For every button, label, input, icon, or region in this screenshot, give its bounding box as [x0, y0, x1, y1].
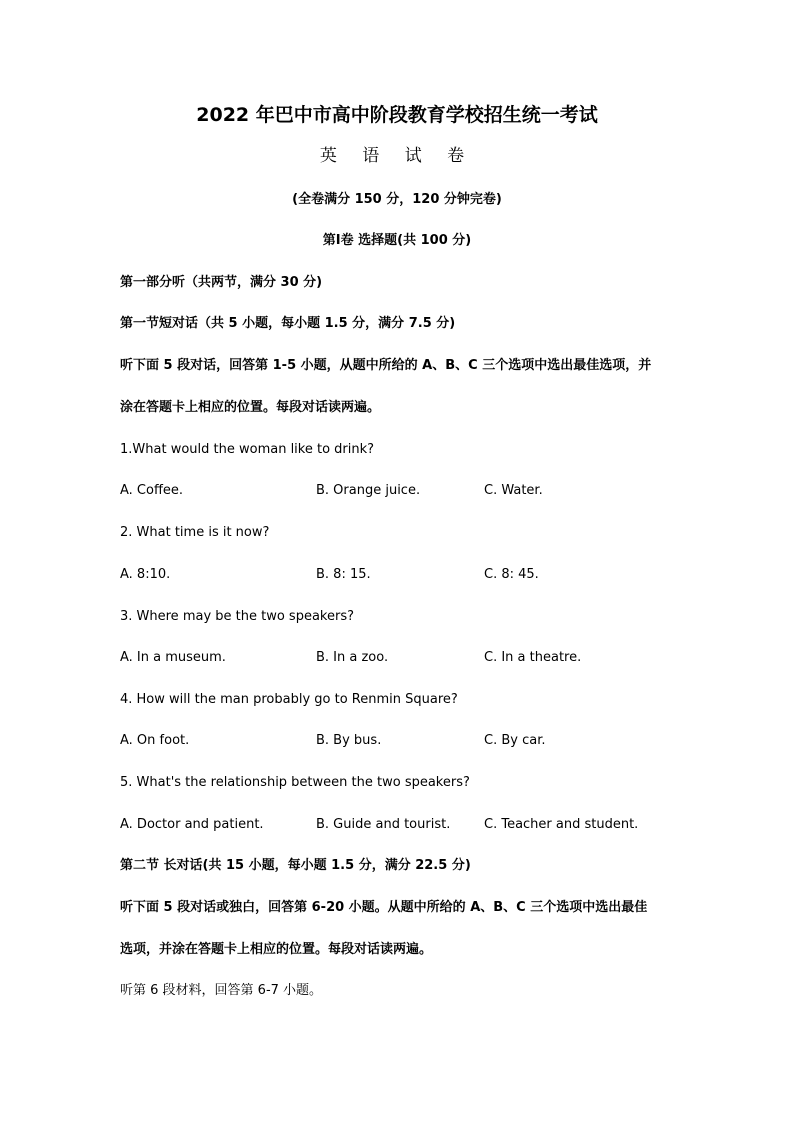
question-5-option-c: C. Teacher and student. [484, 817, 639, 832]
question-4-option-a: A. On foot. [120, 733, 190, 748]
question-5-stem: 5. What's the relationship between the two speakers? [120, 775, 470, 790]
subject-title: 英 语 试 卷 [319, 146, 475, 166]
question-2-option-c: C. 8: 45. [484, 567, 539, 582]
section1-heading: 第一节短对话（共 5 小题，每小题 1.5 分，满分 7.5 分) [120, 316, 456, 331]
section1-instruction-line2: 涂在答题卡上相应的位置。每段对话读两遍。 [120, 400, 381, 415]
question-4-option-c: C. By car. [484, 733, 546, 748]
question-4-stem: 4. How will the man probably go to Renmin Square? [120, 692, 458, 707]
question-3-stem: 3. Where may be the two speakers? [120, 609, 355, 624]
section2-instruction-line1: 听下面 5 段对话或独白，回答第 6-20 小题。从题中所给的 A、B、C 三个选项中选出最佳 [120, 900, 648, 915]
question-5-option-a: A. Doctor and patient. [120, 817, 264, 832]
question-2-option-a: A. 8:10. [120, 567, 171, 582]
exam-title: 2022 年巴中市高中阶段教育学校招生统一考试 [196, 104, 598, 126]
question-3-option-a: A. In a museum. [120, 650, 226, 665]
score-time-note: (全卷满分 150 分，120 分钟完卷) [292, 192, 502, 207]
question-1-stem: 1.What would the woman like to drink? [120, 442, 375, 457]
material-6-note: 听第 6 段材料，回答第 6-7 小题。 [120, 983, 323, 998]
question-5-option-b: B. Guide and tourist. [316, 817, 451, 832]
section1-instruction-line1: 听下面 5 段对话，回答第 1-5 小题，从题中所给的 A、B、C 三个选项中选出最佳选项，并 [120, 358, 652, 373]
volume-heading: 第Ⅰ卷 选择题(共 100 分) [322, 233, 472, 248]
question-3-option-b: B. In a zoo. [316, 650, 389, 665]
section2-instruction-line2: 选项，并涂在答题卡上相应的位置。每段对话读两遍。 [120, 942, 433, 957]
question-2-stem: 2. What time is it now? [120, 525, 270, 540]
question-1-option-b: B. Orange juice. [316, 483, 421, 498]
part1-heading: 第一部分听（共两节，满分 30 分) [120, 275, 323, 290]
question-3-option-c: C. In a theatre. [484, 650, 582, 665]
question-1-option-c: C. Water. [484, 483, 543, 498]
question-2-option-b: B. 8: 15. [316, 567, 371, 582]
section2-heading: 第二节 长对话(共 15 小题，每小题 1.5 分，满分 22.5 分) [120, 858, 471, 873]
question-4-option-b: B. By bus. [316, 733, 382, 748]
question-1-option-a: A. Coffee. [120, 483, 184, 498]
